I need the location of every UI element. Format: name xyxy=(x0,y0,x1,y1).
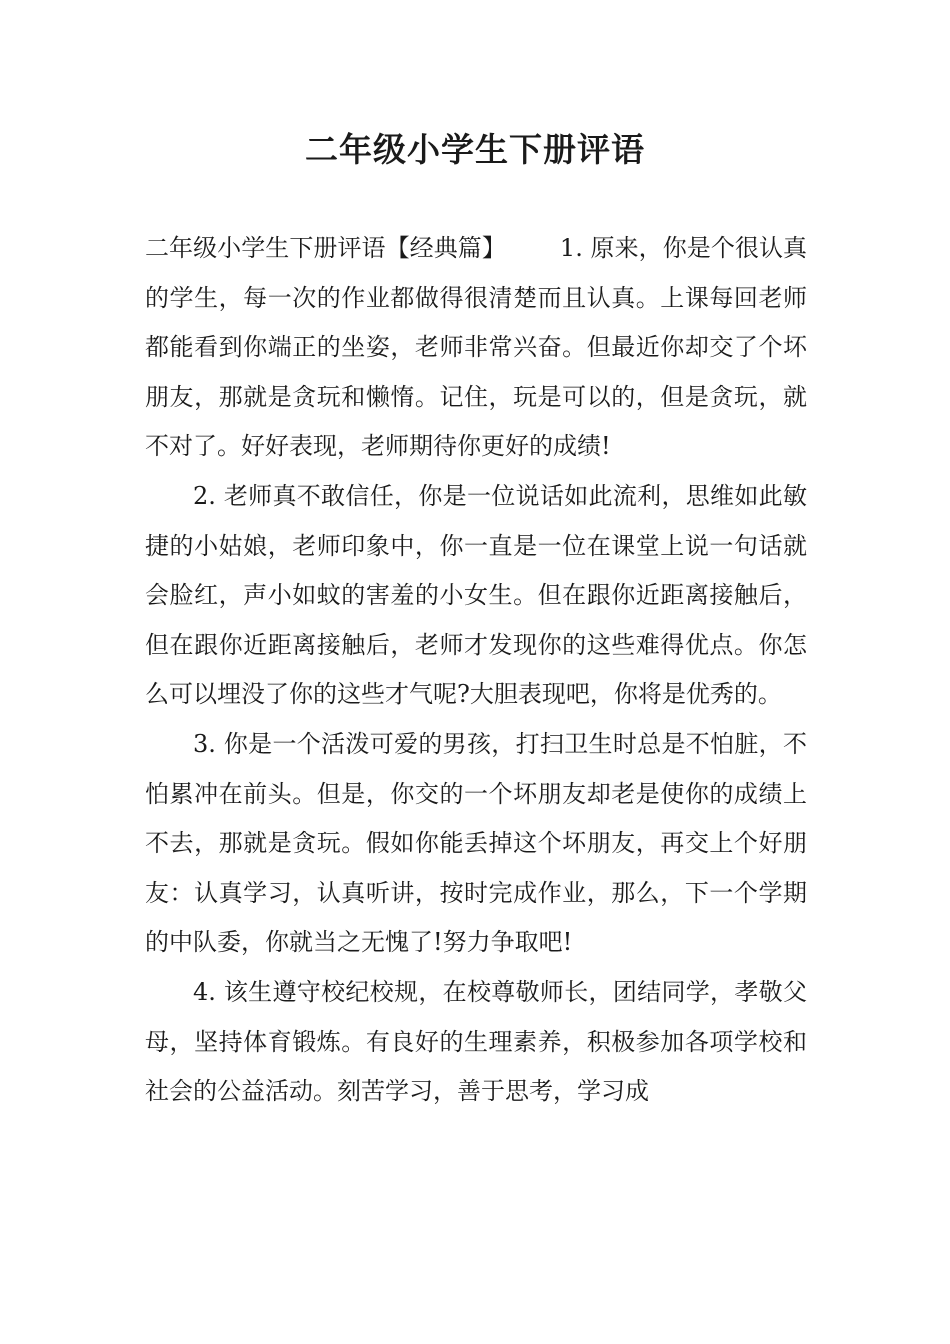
document-title: 二年级小学生下册评语 xyxy=(305,130,645,169)
paragraph-1-text: 1. 原来，你是个很认真的学生，每一次的作业都做得很清楚而且认真。上课每回老师都能看到你端正的坐姿，老师非常兴奋。但最近你却交了个坏朋友，那就是贪玩和懒惰。记住，玩是可以的，但是贪玩，就不对了。好好表现，老师期待你更好的成绩! xyxy=(145,234,807,461)
paragraph-3: 3. 你是一个活泼可爱的男孩，打扫卫生时总是不怕脏，不怕累冲在前头。但是，你交的一个坏朋友却老是使你的成绩上不去，那就是贪玩。假如你能丢掉这个坏朋友，再交上个好朋友：认真学习，认真听讲，按时完成作业，那么，下一个学期的中队委，你就当之无愧了!努力争取吧! xyxy=(145,729,807,957)
intro-heading: 二年级小学生下册评语【经典篇】 xyxy=(145,234,506,262)
document-body xyxy=(145,224,807,1117)
paragraph-1 xyxy=(145,224,807,472)
paragraph-2: 2. 老师真不敢信任，你是一位说话如此流利，思维如此敏捷的小姑娘，老师印象中，你一直是一位在课堂上说一句话就会脸红，声小如蚊的害羞的小女生。但在跟你近距离接触后，但在跟你近距离接触后，老师才发现你的这些难得优点。你怎么可以埋没了你的这些才气呢?大胆表现吧，你将是优秀的。 xyxy=(145,481,807,709)
paragraph-4: 4. 该生遵守校纪校规，在校尊敬师长，团结同学，孝敬父母，坚持体育锻炼。有良好的生理素养，积极参加各项学校和社会的公益活动。刻苦学习，善于思考，学习成 xyxy=(145,977,807,1106)
